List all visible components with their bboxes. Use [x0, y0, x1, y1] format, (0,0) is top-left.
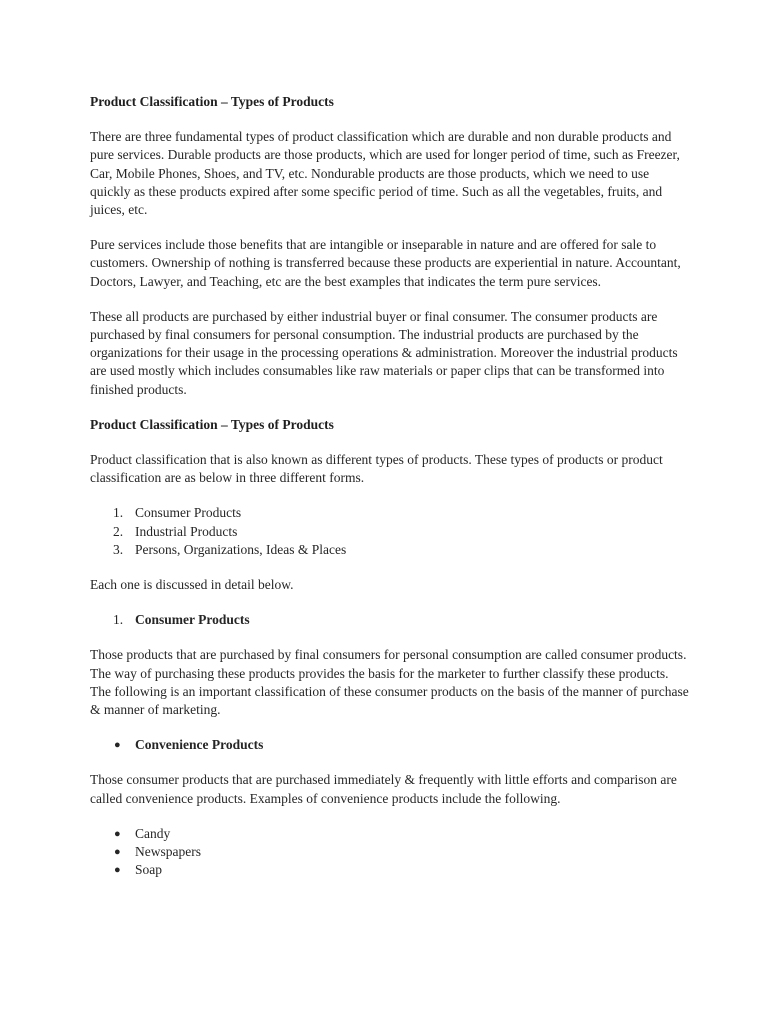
product-types-list: [90, 504, 690, 559]
bullet-icon: ●: [114, 864, 121, 877]
list-item: [90, 861, 690, 879]
bullet-icon: ●: [114, 739, 121, 752]
paragraph-classification: Product classification that is also known as different types of products. These types of products or product classification are as below in three different forms.: [90, 452, 663, 486]
list-item: [90, 825, 690, 843]
list-item-label: Industrial Products: [135, 523, 238, 539]
list-item: [90, 541, 690, 559]
paragraph-convenience-products: Those consumer products that are purchased immediately & frequently with little efforts and comparison are called convenience products. Examples of convenience products include the following.: [90, 772, 677, 806]
document-page: [90, 93, 690, 897]
list-item: [90, 504, 690, 522]
list-number: 1.: [113, 505, 124, 521]
section-heading: Product Classification – Types of Products: [90, 94, 334, 109]
paragraph-intro: There are three fundamental types of product classification which are durable and non durable products and pure services. Durable products are those products, which are used for longer period of time, such as Freezer, Car, Mobile Phones, Shoes, and TV, etc. Nondurable products are those products, which we need to use quickly as these products expired after some specific period of time. Such as all the vegetables, fruits, and juices, etc.: [90, 129, 680, 218]
list-item-label: Soap: [135, 862, 162, 878]
list-item-label: Consumer Products: [135, 505, 242, 521]
paragraph-pure-services: Pure services include those benefits that are intangible or inseparable in nature and are offered for sale to customers. Ownership of nothing is transferred because these products are experiential in nature. Accountant, Doctors, Lawyer, and Teaching, etc are the best examples that indicates the term pure services.: [90, 237, 681, 289]
paragraph-discussion: Each one is discussed in detail below.: [90, 577, 294, 593]
list-number: 1.: [113, 612, 124, 628]
list-item-label: Candy: [135, 825, 171, 841]
consumer-products-heading: [90, 611, 690, 629]
list-number: 3.: [113, 541, 124, 557]
section-heading-2: Product Classification – Types of Products: [90, 416, 334, 432]
list-item: [90, 843, 690, 861]
list-item-label: Newspapers: [135, 844, 201, 860]
paragraph-consumer-products: Those products that are purchased by final consumers for personal consumption are called consumer products. The way of purchasing these products provides the basis for the marketer to further classify these products. The following is an important classification of these consumer products on the basis of the manner of purchase & manner of marketing.: [90, 647, 689, 718]
paragraph-buyers: These all products are purchased by either industrial buyer or final consumer. The consumer products are purchased by final consumers for personal consumption. The industrial products are purchased by the organizations for their usage in the processing operations & administration. Moreover the industrial products are used mostly which includes consumables like raw materials or paper clips that can be transformed into finished products.: [90, 308, 678, 397]
list-number: 2.: [113, 523, 124, 539]
sub-heading-title: Convenience Products: [135, 737, 264, 753]
bullet-icon: ●: [114, 846, 121, 859]
bullet-icon: ●: [114, 827, 121, 840]
sub-heading-title: Consumer Products: [135, 612, 250, 628]
list-item-label: Persons, Organizations, Ideas & Places: [135, 541, 347, 557]
examples-list: [90, 825, 690, 880]
convenience-products-heading: [90, 736, 690, 754]
list-item: [90, 523, 690, 541]
